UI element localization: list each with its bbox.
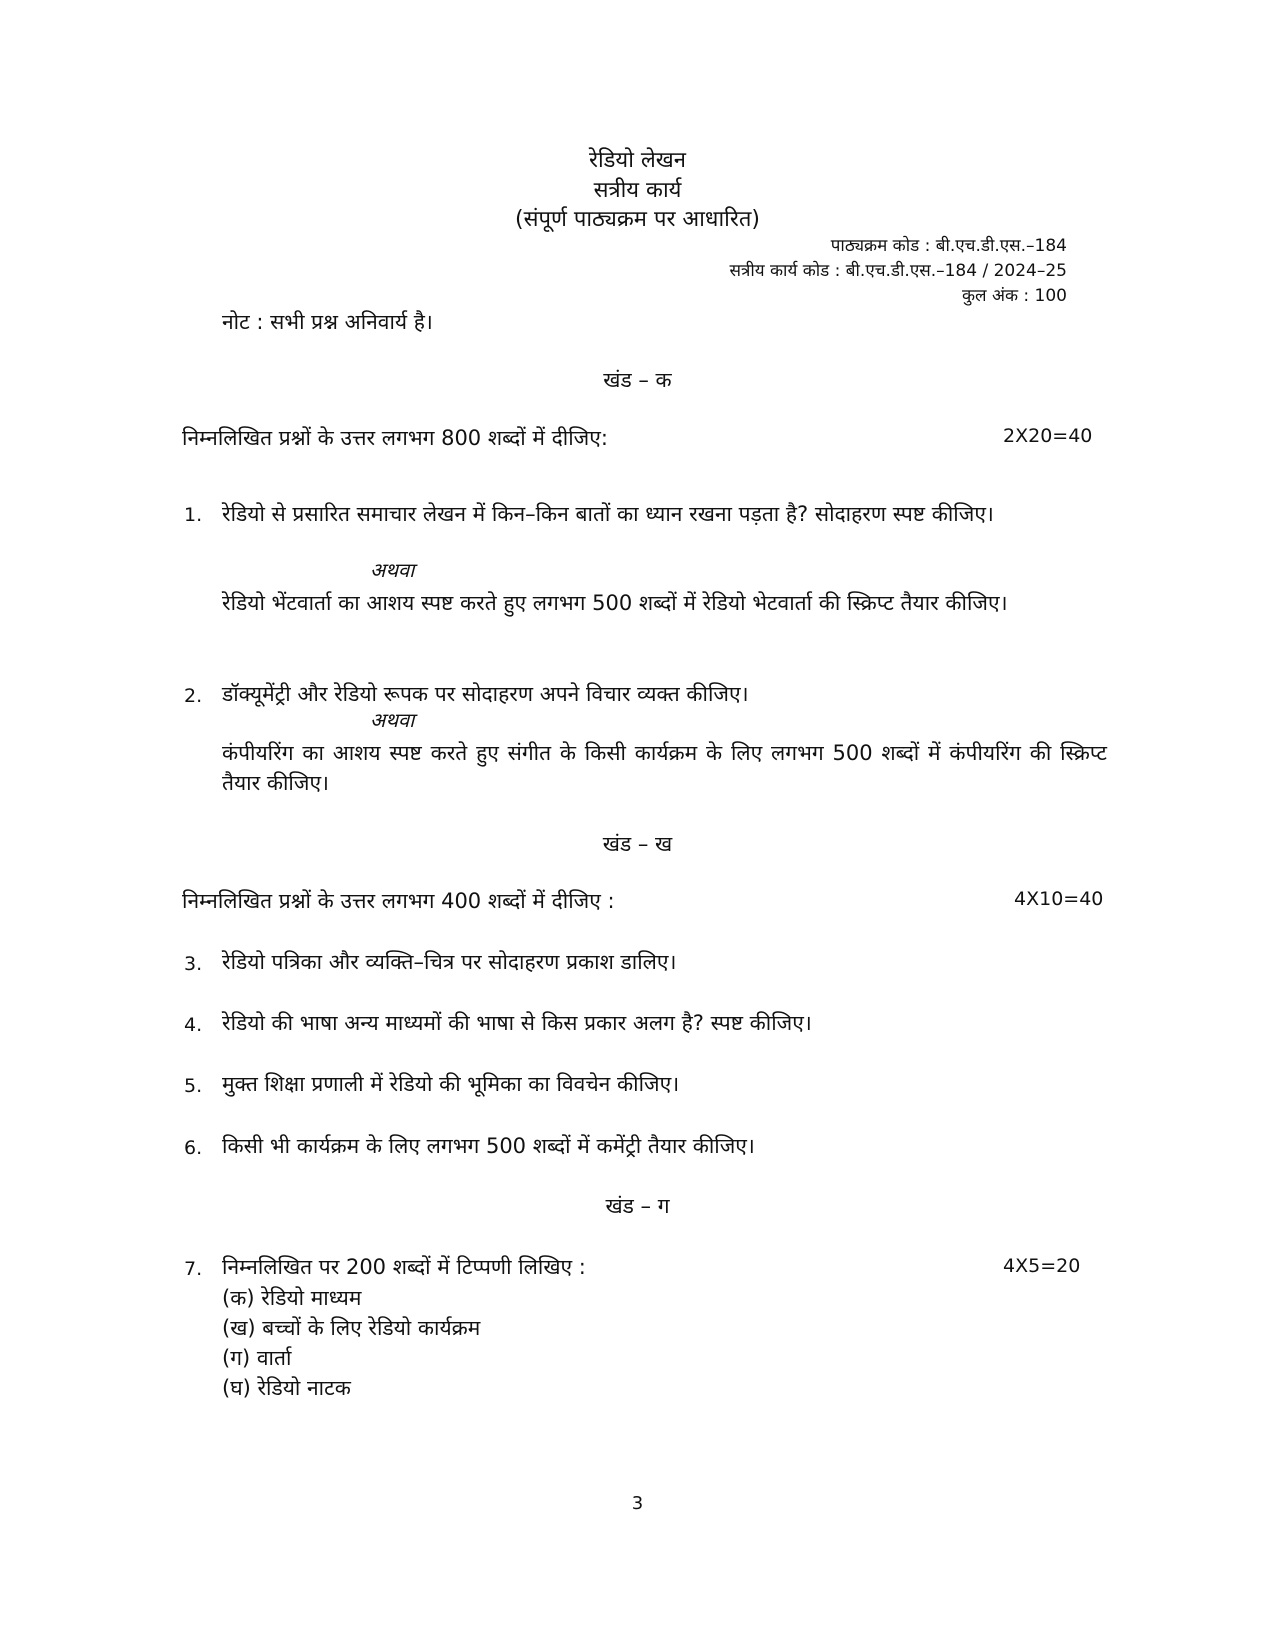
section-a-instruction: निम्नलिखित प्रश्नों के उत्तर लगभग 800 शब्दों में दीजिए: xyxy=(182,426,608,450)
question-number: 3. xyxy=(184,953,203,975)
total-marks: कुल अंक : 100 xyxy=(961,286,1067,306)
section-a-marks: 2X20=40 xyxy=(1003,425,1093,447)
section-b-heading: खंड – ख xyxy=(602,832,673,856)
sub-item: (ग) वार्ता xyxy=(222,1346,292,1370)
note: नोट : सभी प्रश्न अनिवार्य है। xyxy=(222,310,433,334)
document-title: रेडियो लेखन xyxy=(588,148,687,173)
question-text: किसी भी कार्यक्रम के लिए लगभग 500 शब्दों में कमेंट्री तैयार कीजिए। xyxy=(222,1134,755,1158)
syllabus-basis: (संपूर्ण पाठ्यक्रम पर आधारित) xyxy=(515,207,760,232)
alternate-question-text: कंपीयरिंग का आशय स्पष्ट करते हुए संगीत के किसी कार्यक्रम के लिए लगभग 500 शब्दों में कंपीयरिंग की स्क्रिप्ट तैयार कीजिए। xyxy=(222,741,1107,795)
sub-item: (घ) रेडियो नाटक xyxy=(222,1376,351,1400)
question-number: 7. xyxy=(184,1258,203,1280)
document-subtitle: सत्रीय कार्य xyxy=(593,178,682,203)
question-text: रेडियो से प्रसारित समाचार लेखन में किन–किन बातों का ध्यान रखना पड़ता है? सोदाहरण स्पष्ट कीजिए। xyxy=(222,502,994,526)
question-number: 1. xyxy=(184,504,203,526)
sub-item: (क) रेडियो माध्यम xyxy=(222,1286,362,1310)
question-text: मुक्त शिक्षा प्रणाली में रेडियो की भूमिका का विवचेन कीजिए। xyxy=(222,1072,680,1096)
question-number: 5. xyxy=(184,1075,203,1097)
question-number: 6. xyxy=(184,1137,203,1159)
question-number: 2. xyxy=(184,685,203,707)
alternate-question-text: रेडियो भेंटवार्ता का आशय स्पष्ट करते हुए लगभग 500 शब्दों में रेडियो भेटवार्ता की स्क्रिप्ट तैयार कीजिए। xyxy=(222,591,1008,615)
course-code: पाठ्यक्रम कोड : बी.एच.डी.एस.–184 xyxy=(830,236,1067,256)
section-c-heading: खंड – ग xyxy=(605,1194,670,1218)
section-c-marks: 4X5=20 xyxy=(1003,1255,1081,1277)
section-b-marks: 4X10=40 xyxy=(1014,888,1104,910)
section-a-heading: खंड – क xyxy=(603,368,672,392)
question-text: डॉक्यूमेंट्री और रेडियो रूपक पर सोदाहरण अपने विचार व्यक्त कीजिए। xyxy=(222,682,749,706)
page-number: 3 xyxy=(631,1493,644,1514)
section-b-instruction: निम्नलिखित प्रश्नों के उत्तर लगभग 400 शब्दों में दीजिए : xyxy=(182,889,615,913)
or-label: अथवा xyxy=(370,708,415,732)
question-text: निम्नलिखित पर 200 शब्दों में टिप्पणी लिखिए : xyxy=(222,1255,586,1279)
or-label: अथवा xyxy=(370,558,415,582)
sub-item: (ख) बच्चों के लिए रेडियो कार्यक्रम xyxy=(222,1316,481,1340)
question-text: रेडियो पत्रिका और व्यक्ति–चित्र पर सोदाहरण प्रकाश डालिए। xyxy=(222,950,677,974)
assignment-code: सत्रीय कार्य कोड : बी.एच.डी.एस.–184 / 2024–25 xyxy=(729,261,1067,281)
question-number: 4. xyxy=(184,1014,203,1036)
question-text: रेडियो की भाषा अन्य माध्यमों की भाषा से किस प्रकार अलग है? स्पष्ट कीजिए। xyxy=(222,1011,812,1035)
